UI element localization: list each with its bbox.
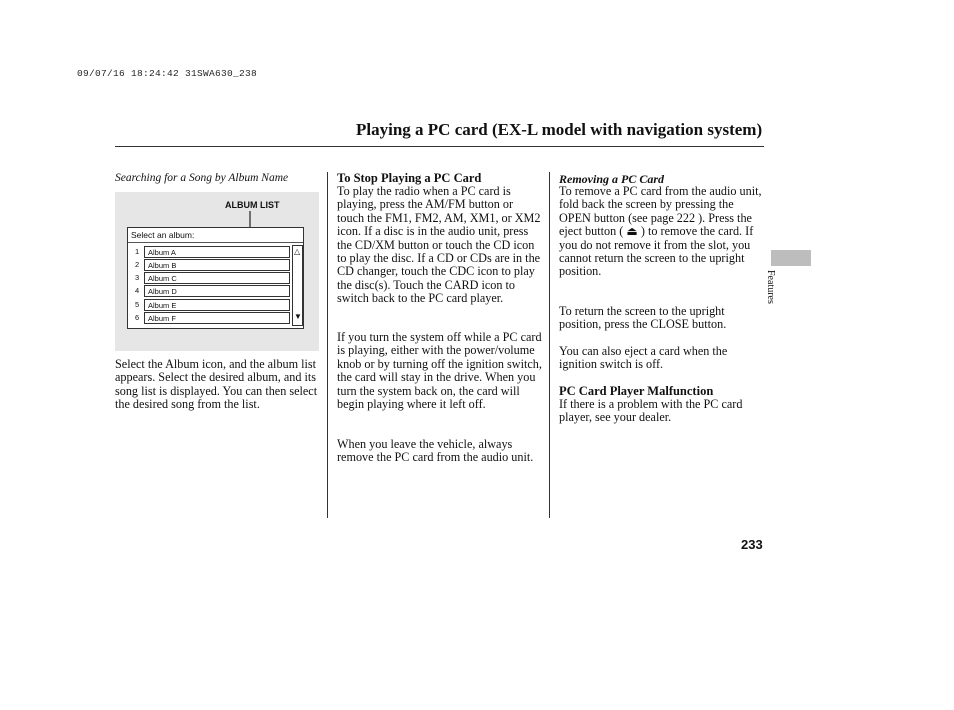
album-num: 1 [135, 247, 140, 256]
album-num: 6 [135, 313, 140, 322]
album-item[interactable]: Album C [144, 272, 290, 284]
scroll-up-icon[interactable]: △ [294, 247, 301, 256]
removing-text-a: To remove a PC card from the audio unit, fold back the screen by pressing the OPEN button (see page [559, 184, 762, 225]
removing-paragraph-1 [559, 185, 765, 279]
album-list-header: Select an album: [131, 230, 195, 240]
album-item[interactable]: Album A [144, 246, 290, 258]
section-heading-stop: To Stop Playing a PC Card [337, 171, 482, 185]
title-rule [115, 146, 764, 147]
album-num: 4 [135, 286, 140, 295]
section-heading-removing: Removing a PC Card [559, 172, 665, 186]
album-item[interactable]: Album F [144, 312, 290, 324]
removing-text-b: ). Press the eject button ( [559, 210, 752, 239]
removing-paragraph-3: You can also eject a card when the ignition switch is off. [559, 344, 728, 372]
page-title: Playing a PC card (EX-L model with navigation system) [356, 120, 763, 139]
album-num: 2 [135, 260, 140, 269]
scroll-down-icon[interactable]: ▼ [294, 312, 302, 321]
album-item[interactable]: Album D [144, 285, 290, 297]
stop-paragraph-3: When you leave the vehicle, always remove the PC card from the audio unit. [337, 437, 534, 465]
section-heading-malfunction: PC Card Player Malfunction [559, 384, 714, 398]
album-instructions: Select the Album icon, and the album list appears. Select the desired album, and its song list is displayed. You can then select the desired song from the list. [115, 357, 318, 412]
page-number: 233 [741, 537, 763, 552]
album-num: 3 [135, 273, 140, 282]
print-stamp: 09/07/16 18:24:42 31SWA630_238 [77, 68, 258, 79]
album-item[interactable]: Album E [144, 299, 290, 311]
stop-paragraph-1: To play the radio when a PC card is playing, press the AM/FM button or touch the FM1, FM2, AM, XM1, or XM2 icon. If a disc is in the audio unit, press the CD/XM button or touch the CD icon to play the disc. If a CD or CDs are in the CD changer, touch the CDC icon to play the disc(s). Touch the CARD icon to switch back to the PC card player. [337, 184, 541, 306]
album-list-panel [127, 227, 304, 329]
eject-icon: ⏏ [626, 224, 638, 239]
malfunction-paragraph: If there is a problem with the PC card player, see your dealer. [559, 397, 743, 425]
column-divider [327, 172, 328, 518]
scrollbar[interactable] [292, 245, 303, 326]
removing-text-c: ) to remove the card. If you do not remove it from the slot, you cannot return the screen to the upright position. [559, 224, 754, 279]
features-tab-label: Features [765, 270, 776, 304]
album-list-label: ALBUM LIST [225, 200, 280, 210]
header-divider [128, 242, 303, 243]
column-divider [549, 172, 550, 518]
figure-caption: Searching for a Song by Album Name [115, 172, 289, 184]
page-ref: 222 [676, 210, 696, 225]
features-tab-marker [771, 250, 811, 266]
album-num: 5 [135, 300, 140, 309]
removing-paragraph-2: To return the screen to the upright position, press the CLOSE button. [559, 304, 727, 332]
stop-paragraph-2: If you turn the system off while a PC card is playing, either with the power/volume knob or by turning off the ignition switch, the card will stay in the drive. When you turn the system back on, the card will begin playing where it left off. [337, 330, 542, 412]
album-item[interactable]: Album B [144, 259, 290, 271]
